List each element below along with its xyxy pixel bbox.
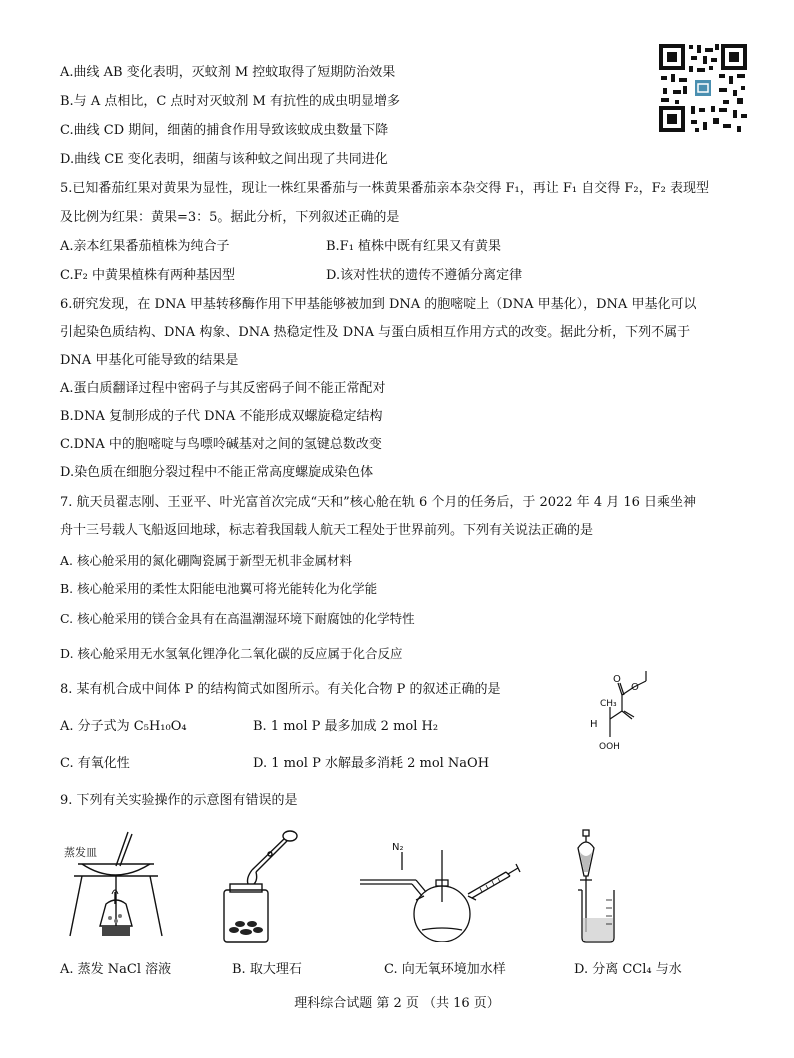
q9-caption-d: D. 分离 CCl₄ 与水 [574,962,682,977]
q6-option-a: A.蛋白质翻译过程中密码子与其反密码子间不能正常配对 [60,381,386,396]
q7-option-b: B. 核心舱采用的柔性太阳能电池翼可将光能转化为化学能 [60,581,378,596]
apparatus-b-tongs [218,826,308,946]
q9-caption-c: C. 向无氧环境加水样 [384,962,506,977]
q6-option-b: B.DNA 复制形成的子代 DNA 不能形成双螺旋稳定结构 [60,409,383,424]
q7-option-d: D. 核心舱采用无水氢氧化锂净化二氧化碳的反应属于化合反应 [60,646,403,661]
q8-option-c: C. 有氧化性 [60,756,130,771]
q4-option-a: A.曲线 AB 变化表明，灭蚊剂 M 控蚊取得了短期防治效果 [60,65,396,80]
q5-stem-line-2: 及比例为红果：黄果=3：5。据此分析，下列叙述正确的是 [60,210,400,225]
q6-option-d: D.染色质在细胞分裂过程中不能正常高度螺旋成染色体 [60,465,374,480]
q5-option-a: A.亲本红果番茄植株为纯合子 [60,239,230,254]
svg-text:O: O [613,674,621,685]
q5-option-c: C.F₂ 中黄果植株有两种基因型 [60,268,235,283]
q8-stem: 8. 某有机合成中间体 P 的结构简式如图所示。有关化合物 P 的叙述正确的是 [60,682,501,697]
q6-stem-line-3: DNA 甲基化可能导致的结果是 [60,353,239,368]
q9-caption-a: A. 蒸发 NaCl 溶液 [60,962,172,977]
q4-option-c: C.曲线 CD 期间，细菌的捕食作用导致该蚊成虫数量下降 [60,123,389,138]
q7-option-c: C. 核心舱采用的镁合金具有在高温潮湿环境下耐腐蚀的化学特性 [60,611,415,626]
q7-stem-line-1: 7. 航天员翟志刚、王亚平、叶光富首次完成“天和”核心舱在轨 6 个月的任务后，于 2022 年 4 月 16 日乘坐神 [60,495,697,510]
page-footer: 理科综合试题 第 2 页 （共 16 页） [294,996,500,1011]
q7-stem-line-2: 舟十三号载人飞船返回地球，标志着我国载人航天工程处于世界前列。下列有关说法正确的是 [60,523,594,538]
q8-struct-ch3: CH₃ [600,699,617,709]
q8-option-d: D. 1 mol P 水解最多消耗 2 mol NaOH [253,756,490,771]
svg-text:O: O [631,682,639,693]
q8-struct-ooh: OOH [599,742,620,752]
apparatus-d-separatory-funnel [566,826,646,946]
q6-option-c: C.DNA 中的胞嘧啶与鸟嘌呤碱基对之间的氢键总数改变 [60,437,382,452]
q5-option-d: D.该对性状的遗传不遵循分离定律 [326,268,523,283]
q4-option-b: B.与 A 点相比，C 点时对灭蚊剂 M 有抗性的成虫明显增多 [60,94,400,109]
q4-option-d: D.曲线 CE 变化表明，细菌与该种蚊之间出现了共同进化 [60,152,388,167]
label-n2: N₂ [392,842,404,853]
q8-option-b: B. 1 mol P 最多加成 2 mol H₂ [253,719,439,734]
q8-structure-diagram [582,665,662,765]
q5-stem-line-1: 5.已知番茄红果对黄果为显性，现让一株红果番茄与一株黄果番茄亲本杂交得 F₁，再让 F₁ 自交得 F₂，F₂ 表现型 [60,181,709,196]
q7-option-a: A. 核心舱采用的氮化硼陶瓷属于新型无机非金属材料 [60,553,352,568]
qr-code [657,42,749,134]
q8-struct-h: H [590,719,598,730]
apparatus-c-three-neck-flask [356,830,536,942]
q6-stem-line-2: 引起染色质结构、DNA 构象、DNA 热稳定性及 DNA 与蛋白质相互作用方式的改变。据此分析，下列不属于 [60,325,691,340]
label-evaporating-dish: 蒸发皿 [64,846,97,859]
q9-caption-b: B. 取大理石 [232,962,302,977]
apparatus-a-evaporation [60,826,170,942]
q8-option-a: A. 分子式为 C₅H₁₀O₄ [60,719,187,734]
q9-stem: 9. 下列有关实验操作的示意图有错误的是 [60,793,298,808]
q6-stem-line-1: 6.研究发现，在 DNA 甲基转移酶作用下甲基能够被加到 DNA 的胞嘧啶上（DNA 甲基化），DNA 甲基化可以 [60,297,697,312]
q5-option-b: B.F₁ 植株中既有红果又有黄果 [326,239,502,254]
